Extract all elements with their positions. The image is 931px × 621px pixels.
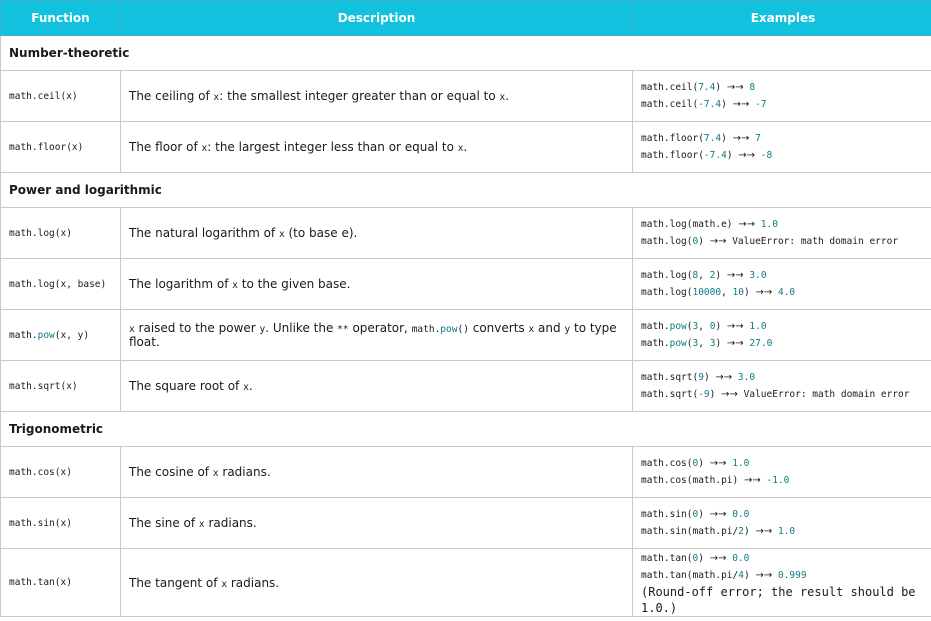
section-trigonometric: Trigonometric	[1, 412, 931, 447]
example-line: math.log(10000, 10) →→ 4.0	[641, 287, 796, 298]
header-examples: Examples	[633, 1, 931, 36]
description: x raised to the power y. Unlike the ** operator, math.pow() converts x and y to type float.	[121, 310, 633, 361]
section-number-theoretic: Number-theoretic	[1, 36, 931, 71]
example-line: math.log(0) →→ ValueError: math domain error	[641, 236, 899, 247]
examples	[633, 498, 931, 549]
example-line: math.pow(3, 3) →→ 27.0	[641, 338, 773, 349]
function-name: math.cos(x)	[1, 447, 121, 498]
examples	[633, 71, 931, 122]
examples	[633, 259, 931, 310]
table-row	[1, 361, 931, 412]
description: The logarithm of x to the given base.	[121, 259, 633, 310]
example-line: math.log(8, 2) →→ 3.0	[641, 270, 767, 281]
description: The ceiling of x: the smallest integer greater than or equal to x.	[121, 71, 633, 122]
function-name: math.log(x, base)	[1, 259, 121, 310]
table-row	[1, 549, 931, 617]
function-name: math.sqrt(x)	[1, 361, 121, 412]
description: The cosine of x radians.	[121, 447, 633, 498]
example-line: math.pow(3, 0) →→ 1.0	[641, 321, 767, 332]
example-line: math.cos(0) →→ 1.0	[641, 458, 750, 469]
description: The square root of x.	[121, 361, 633, 412]
description: The tangent of x radians.	[121, 549, 633, 617]
function-name: math.tan(x)	[1, 549, 121, 617]
examples	[633, 361, 931, 412]
example-line: math.ceil(-7.4) →→ -7	[641, 99, 767, 110]
header-description: Description	[121, 1, 633, 36]
example-line: math.floor(7.4) →→ 7	[641, 133, 761, 144]
description: The natural logarithm of x (to base e).	[121, 208, 633, 259]
section-power-log: Power and logarithmic	[1, 173, 931, 208]
header-row	[1, 1, 931, 36]
table-row	[1, 208, 931, 259]
section-row	[1, 173, 931, 208]
section-row	[1, 412, 931, 447]
examples	[633, 310, 931, 361]
section-row	[1, 36, 931, 71]
function-name: math.log(x)	[1, 208, 121, 259]
table-row	[1, 71, 931, 122]
example-line: math.sqrt(-9) →→ ValueError: math domain error	[641, 389, 910, 400]
example-line: math.tan(0) →→ 0.0	[641, 552, 750, 564]
example-line: math.floor(-7.4) →→ -8	[641, 150, 773, 161]
table-row	[1, 310, 931, 361]
round-off-note: (Round-off error; the result should be 1.0.)	[641, 584, 916, 615]
example-line: math.sqrt(9) →→ 3.0	[641, 372, 756, 383]
description: The floor of x: the largest integer less than or equal to x.	[121, 122, 633, 173]
table-row	[1, 259, 931, 310]
example-line: math.sin(math.pi/2) →→ 1.0	[641, 526, 796, 537]
example-line: math.tan(math.pi/4) →→ 0.999	[641, 569, 807, 581]
examples	[633, 447, 931, 498]
examples	[633, 549, 931, 617]
header-function: Function	[1, 1, 121, 36]
examples	[633, 208, 931, 259]
table-row	[1, 122, 931, 173]
example-line: math.sin(0) →→ 0.0	[641, 509, 750, 520]
description: The sine of x radians.	[121, 498, 633, 549]
function-name: math.pow(x, y)	[1, 310, 121, 361]
function-name: math.sin(x)	[1, 498, 121, 549]
examples	[633, 122, 931, 173]
example-line: math.cos(math.pi) →→ -1.0	[641, 475, 790, 486]
function-name: math.floor(x)	[1, 122, 121, 173]
example-line: math.log(math.e) →→ 1.0	[641, 219, 778, 230]
function-name: math.ceil(x)	[1, 71, 121, 122]
table-row	[1, 447, 931, 498]
table-row	[1, 498, 931, 549]
example-line: math.ceil(7.4) →→ 8	[641, 82, 756, 93]
